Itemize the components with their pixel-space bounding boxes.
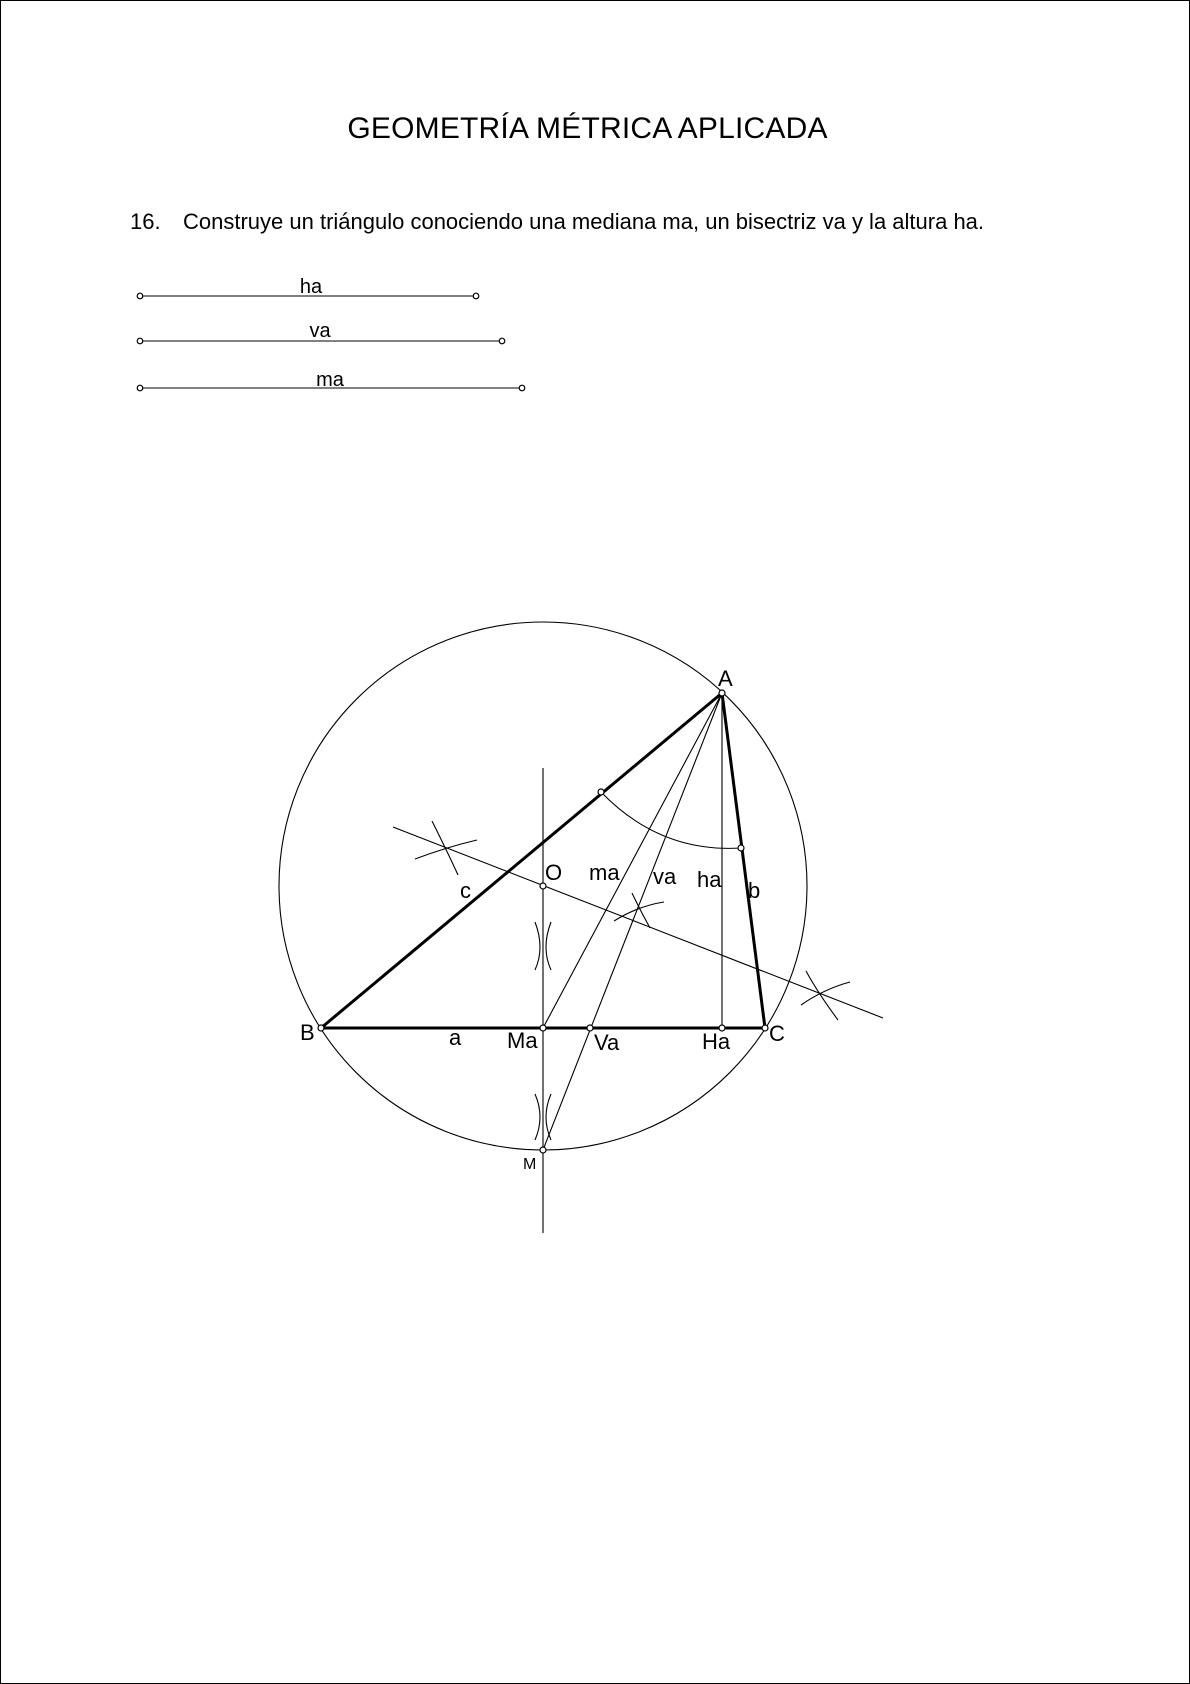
given-segment-label-va: va <box>309 320 331 342</box>
exercise-number: 16. <box>130 209 161 234</box>
point-label-m: M <box>523 1156 537 1173</box>
cevian-label-ma: ma <box>589 860 620 885</box>
triangle-side-c <box>321 693 722 1028</box>
given-segment-va <box>137 320 505 344</box>
length-transfer-arc <box>601 792 741 848</box>
perpendicular-bisector-ac <box>393 827 883 1018</box>
triangle-side-b <box>722 693 765 1028</box>
exercise-text: Construye un triángulo conociendo una mediana ma, un bisectriz va y la altura ha. <box>183 209 985 234</box>
cevian-label-va: va <box>653 864 677 889</box>
median-ma-line <box>543 693 722 1028</box>
point-label-ma: Ma <box>507 1028 538 1053</box>
point-label-c: C <box>769 1021 785 1046</box>
point-label-o: O <box>545 860 563 885</box>
given-segment-label-ha: ha <box>299 276 323 298</box>
point-label-b: B <box>300 1020 315 1045</box>
side-label-a: a <box>449 1025 462 1050</box>
page-title: GEOMETRÍA MÉTRICA APLICADA <box>347 112 828 145</box>
point-label-va: Va <box>594 1030 620 1055</box>
given-segment-label-ma: ma <box>316 369 344 391</box>
bisector-va-line <box>543 693 722 1150</box>
given-segment-ma <box>137 369 525 391</box>
point-label-a: A <box>718 666 733 691</box>
side-label-b: b <box>748 878 761 903</box>
point-label-ha: Ha <box>702 1029 731 1054</box>
compass-arc-marks <box>415 821 850 1140</box>
cevian-label-ha: ha <box>697 867 722 892</box>
side-label-c: c <box>460 878 471 903</box>
given-segment-ha <box>137 276 479 299</box>
